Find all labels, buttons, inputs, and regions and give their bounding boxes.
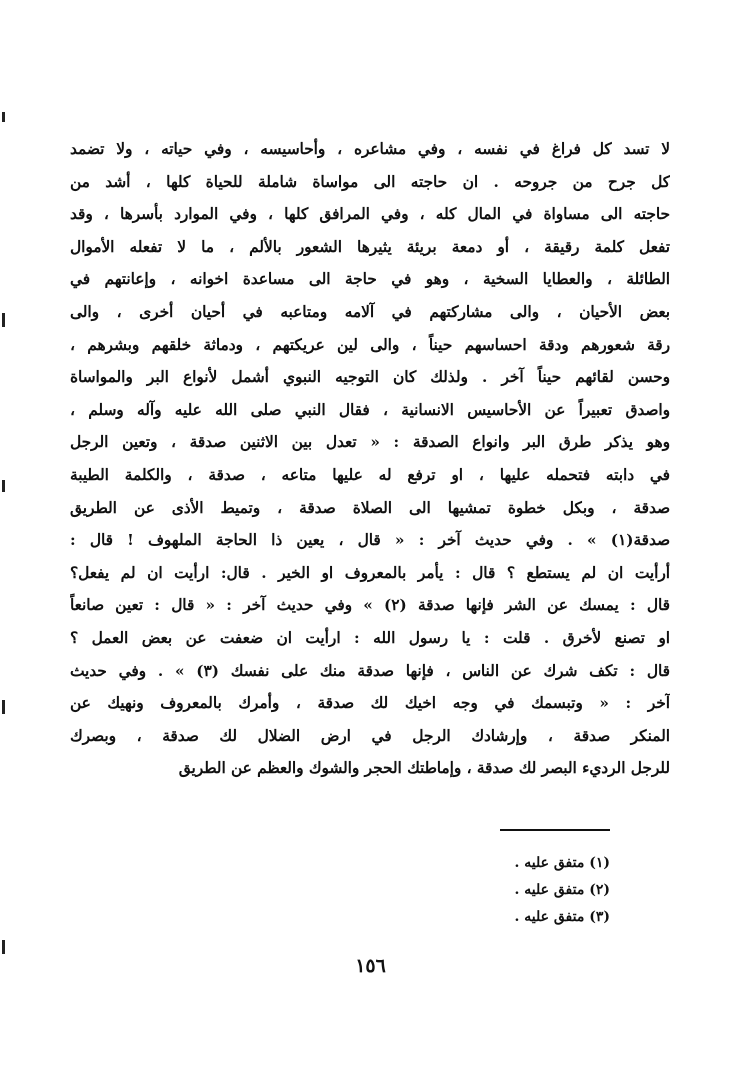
footnote-separator: [500, 829, 610, 831]
text-line: حاجته الى مساواة في المال كله ، وفي المرافق كلها ، وفي الموارد بأسرها ، وقد: [70, 205, 670, 224]
text-line: بعض الأحيان ، والى مشاركتهم في آلامه ومتاعبه في أحيان أخرى ، والى: [70, 302, 670, 321]
text-line: صدقة ، وبكل خطوة تمشيها الى الصلاة صدقة ، وتميط الأذى عن الطريق: [70, 498, 670, 517]
text-line: وحسن لقائهم حيناً آخر . ولذلك كان التوجيه النبوي أشمل لأنواع البر والمواساة: [70, 368, 670, 387]
text-line: او تصنع لأخرق . قلت : يا رسول الله : ارأيت ان ضعفت عن بعض العمل ؟: [70, 628, 670, 647]
text-line: وهو يذكر طرق البر وانواع الصدقة : « تعدل بين الاثنين صدقة ، وتعين الرجل: [70, 433, 670, 452]
scan-edge-mark: [2, 313, 5, 327]
page-number: ١٥٦: [355, 955, 386, 977]
footnote-item: (١) متفق عليه .: [514, 855, 610, 871]
text-line: للرجل الرديء البصر لك صدقة ، وإماطتك الحجر والشوك والعظم عن الطريق: [178, 759, 670, 778]
text-line: أرأيت ان لم يستطع ؟ قال : يأمر بالمعروف او الخير . قال: ارأيت ان لم يفعل؟: [70, 563, 670, 582]
text-line: المنكر صدقة ، وإرشادك الرجل في ارض الضلال لك صدقة ، وبصرك: [70, 726, 670, 745]
text-line: الطائلة ، والعطايا السخية ، وهو في حاجة الى مساعدة اخوانه ، وإعانتهم في: [70, 270, 670, 289]
footnote-item: (٢) متفق عليه .: [514, 882, 610, 898]
text-line: لا تسد كل فراغ في نفسه ، وفي مشاعره ، وأحاسيسه ، وفي حياته ، ولا تضمد: [70, 140, 670, 158]
scan-edge-mark: [2, 700, 5, 714]
text-line: رقة شعورهم ودقة احساسهم حيناً ، والى لين عريكتهم ، ودماثة خلقهم وبشرهم ،: [70, 335, 670, 354]
text-line: قال : يمسك عن الشر فإنها صدقة (٢) » وفي حديث آخر : « قال : تعين صانعاً: [70, 596, 670, 615]
text-line: صدقة(١) » . وفي حديث آخر : « قال ، يعين ذا الحاجة الملهوف ! قال :: [70, 531, 670, 550]
scan-edge-mark: [2, 480, 5, 492]
footnote-item: (٣) متفق عليه .: [514, 909, 610, 925]
footnotes-list: [300, 850, 610, 931]
main-text-block: [70, 133, 670, 785]
text-line: قال : تكف شرك عن الناس ، فإنها صدقة منك على نفسك (٣) » . وفي حديث: [70, 661, 670, 680]
text-line: كل جرح من جروحه . ان حاجته الى مواساة شاملة للحياة كلها ، أشد من: [70, 172, 670, 191]
scan-edge-mark: [2, 940, 5, 954]
text-line: في دابته فتحمله عليها ، او ترفع له عليها متاعه ، صدقة ، والكلمة الطيبة: [70, 465, 670, 484]
text-line: تفعل كلمة رقيقة ، أو دمعة بريئة يثيرها الشعور بالألم ، ما لا تفعله الأموال: [70, 237, 670, 256]
text-line: واصدق تعبيراً عن الأحاسيس الانسانية ، فقال النبي صلى الله عليه وآله وسلم ،: [70, 400, 670, 419]
text-line: آخر : « وتبسمك في وجه اخيك لك صدقة ، وأمرك بالمعروف ونهيك عن: [70, 694, 670, 713]
scan-edge-mark: [2, 112, 5, 122]
